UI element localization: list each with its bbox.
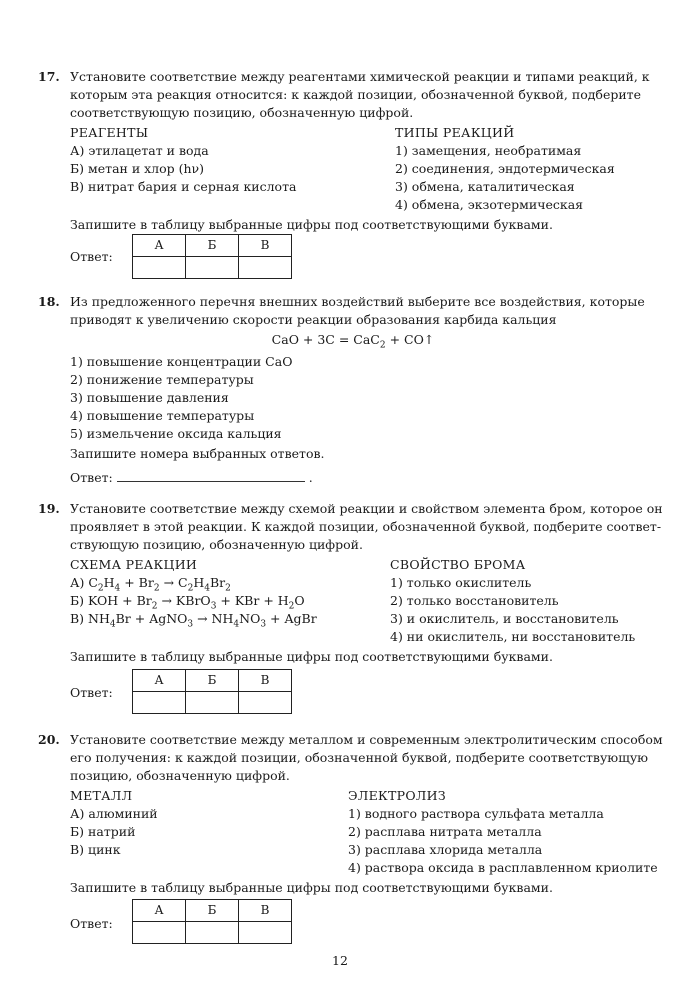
table-header-cell: В <box>239 670 292 692</box>
list-item: Б) натрий <box>70 824 136 839</box>
list-item: 1) замещения, необратимая <box>395 143 582 158</box>
list-item: В) $NH_4Br$ + AgNO$_3$ → $NH_4NO_3$ + AgBr <box>70 611 317 630</box>
instruction: Запишите в таблицу выбранные цифры под соответствующими буквами. <box>70 217 553 232</box>
task-question: Установите соответствие между реагентами химической реакции и типами реакций, к которым эта реакция относится: к каждой позиции, обозначенной буквой, подберите соответствующую позицию, обозначенную цифрой. <box>70 69 650 120</box>
list-item: 3) расплава хлорида металла <box>348 842 543 857</box>
answer-label: Ответ: <box>70 249 113 264</box>
list-item: Б) метан и хлор (hν) <box>70 161 205 176</box>
answer-cell[interactable] <box>133 922 186 944</box>
table-header-cell: А <box>133 900 186 922</box>
list-item: 4) ни окислитель, ни восстановитель <box>390 629 636 644</box>
answer-label: Ответ: <box>70 916 113 931</box>
answer-table <box>132 899 292 944</box>
answer-label: Ответ: <box>70 685 113 700</box>
list-item: 1) водного раствора сульфата металла <box>348 806 604 821</box>
instruction: Запишите в таблицу выбранные цифры под соответствующими буквами. <box>70 880 553 895</box>
task-number: 20. <box>38 732 60 747</box>
column-header: РЕАГЕНТЫ <box>70 125 149 140</box>
list-item: 1) только окислитель <box>390 575 532 590</box>
list-item: 2) соединения, эндотермическая <box>395 161 615 176</box>
list-item: 3) обмена, каталитическая <box>395 179 575 194</box>
list-item: 2) понижение температуры <box>70 372 254 387</box>
answer-cell[interactable] <box>133 692 186 714</box>
list-item: 2) расплава нитрата металла <box>348 824 542 839</box>
options-list <box>70 353 292 443</box>
table-header-cell: Б <box>186 900 239 922</box>
answer-cell[interactable] <box>239 922 292 944</box>
table-header-cell: Б <box>186 235 239 257</box>
list-item: А) $C_2H_4 + Br_2 \to C_2H_4Br_2$ <box>70 575 231 594</box>
answer-cell[interactable] <box>239 257 292 279</box>
electrolysis-column <box>348 787 658 877</box>
column-header: СВОЙСТВО БРОМА <box>390 557 526 572</box>
list-item: 3) и окислитель, и восстановитель <box>390 611 619 626</box>
answer-cell[interactable] <box>239 692 292 714</box>
table-header-cell: А <box>133 235 186 257</box>
task-number: 18. <box>38 294 60 309</box>
page-number: 12 <box>332 953 348 968</box>
metal-column <box>70 787 158 859</box>
answer-cell[interactable] <box>186 257 239 279</box>
column-header: ТИПЫ РЕАКЦИЙ <box>395 125 515 140</box>
answer-input[interactable] <box>117 469 305 482</box>
list-item: Б) KOH + $Br_2$ → KBrO$_3$ + KBr + $H_2O$ <box>70 593 305 612</box>
list-item: 5) измельчение оксида кальция <box>70 426 282 441</box>
task-question: Из предложенного перечня внешних воздействий выберите все воздействия, которые приводят к увеличению скорости реакции образования карбида кальция <box>70 294 645 327</box>
task-number: 19. <box>38 501 60 516</box>
list-item: В) цинк <box>70 842 121 857</box>
answer-table <box>132 669 292 714</box>
task-question: Установите соответствие между металлом и современным электролитическим способом его получения: к каждой позиции, обозначенной буквой, подберите соответствующую позицию, обозначенную цифрой. <box>70 732 663 783</box>
task-number: 17. <box>38 69 60 84</box>
column-header: ЭЛЕКТРОЛИЗ <box>348 788 446 803</box>
answer-cell[interactable] <box>186 922 239 944</box>
instruction: Запишите в таблицу выбранные цифры под соответствующими буквами. <box>70 649 553 664</box>
list-item: А) этилацетат и вода <box>70 143 209 158</box>
bromine-property-column <box>390 556 635 646</box>
reaction-types-column <box>395 124 615 214</box>
reaction-equation: CaO + 3C = CaC$_2$ + CO↑ <box>271 332 435 351</box>
list-item: 2) только восстановитель <box>390 593 559 608</box>
list-item: 3) повышение давления <box>70 390 229 405</box>
schemes-column <box>70 556 317 628</box>
list-item: 4) повышение температуры <box>70 408 255 423</box>
answer-cell[interactable] <box>133 257 186 279</box>
list-item: 4) раствора оксида в расплавленном криолите <box>348 860 658 875</box>
task-question: Установите соответствие между схемой реакции и свойством элемента бром, которое он проявляет в этой реакции. К каждой позиции, обозначенной буквой, подберите соответ- ствующую позицию, обозначенную цифрой. <box>70 501 663 552</box>
list-item: 4) обмена, экзотермическая <box>395 197 584 212</box>
answer-cell[interactable] <box>186 692 239 714</box>
answer-line: Ответ: . <box>70 470 313 485</box>
column-header: СХЕМА РЕАКЦИИ <box>70 557 198 572</box>
table-header-cell: В <box>239 235 292 257</box>
list-item: А) алюминий <box>70 806 158 821</box>
table-header-cell: Б <box>186 670 239 692</box>
list-item: 1) повышение концентрации CaO <box>70 354 293 369</box>
table-header-cell: А <box>133 670 186 692</box>
table-header-cell: В <box>239 900 292 922</box>
list-item: В) нитрат бария и серная кислота <box>70 179 297 194</box>
column-header: МЕТАЛЛ <box>70 788 133 803</box>
reagents-column <box>70 124 296 196</box>
answer-table <box>132 234 292 279</box>
instruction: Запишите номера выбранных ответов. <box>70 446 325 461</box>
